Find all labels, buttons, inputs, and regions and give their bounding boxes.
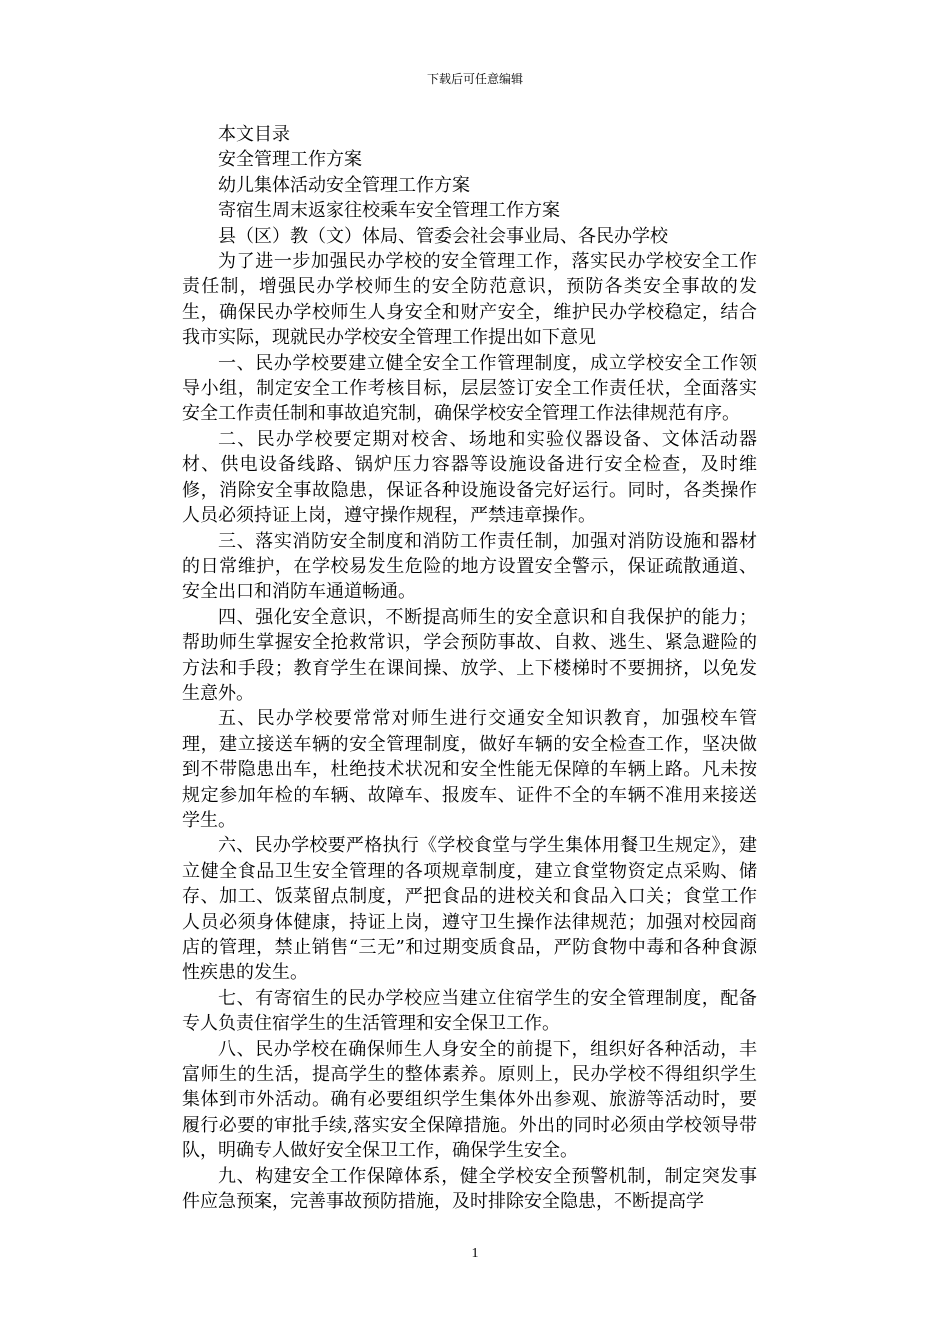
paragraph-2: 二、民办学校要定期对校舍、场地和实验仪器设备、文体活动器材、供电设备线路、锅炉压力容器等设施设备进行安全检查，及时维修，消除安全事故隐患，保证各种设施设备完好运行。同时，各类操作人员必须持证上岗，遵守操作规程，严禁违章操作。: [182, 428, 757, 527]
page-header: 下载后可任意编辑: [426, 72, 523, 86]
paragraph-3: 三、落实消防安全制度和消防工作责任制，加强对消防设施和器材的日常维护，在学校易发生危险的地方设置安全警示，保证疏散通道、安全出口和消防车通道畅通。: [182, 530, 757, 603]
paragraph-1: 一、民办学校要建立健全安全工作管理制度，成立学校安全工作领导小组，制定安全工作考核目标，层层签订安全工作责任状，全面落实安全工作责任制和事故追究制，确保学校安全管理工作法律规范有序。: [182, 352, 757, 425]
intro-paragraph: 为了进一步加强民办学校的安全管理工作，落实民办学校安全工作责任制，增强民办学校师生的安全防范意识，预防各类安全事故的发生，确保民办学校师生人身安全和财产安全，维护民办学校稳定，结合我市实际，现就民办学校安全管理工作提出如下意见: [182, 251, 757, 349]
toc-item: 幼儿集体活动安全管理工作方案: [218, 174, 470, 196]
page-number: 1: [471, 1246, 479, 1261]
paragraph-5: 五、民办学校要常常对师生进行交通安全知识教育，加强校车管理，建立接送车辆的安全管理制度，做好车辆的安全检查工作，坚决做到不带隐患出车，杜绝技术状况和安全性能无保障的车辆上路。凡未按规定参加年检的车辆、故障车、报废车、证件不全的车辆不准用来接送学生。: [182, 708, 757, 831]
paragraph-7: 七、有寄宿生的民办学校应当建立住宿学生的安全管理制度，配备专人负责住宿学生的生活管理和安全保卫工作。: [182, 987, 757, 1035]
paragraph-8: 八、民办学校在确保师生人身安全的前提下，组织好各种活动，丰富师生的生活，提高学生的整体素养。原则上，民办学校不得组织学生集体到市外活动。确有必要组织学生集体外出参观、旅游等活动时，要履行必要的审批手续,落实安全保障措施。外出的同时必须由学校领导带队，明确专人做好安全保卫工作，确保学生安全。: [182, 1038, 757, 1162]
document-body: [182, 122, 757, 1214]
toc-item: 安全管理工作方案: [218, 149, 362, 171]
toc-item: 寄宿生周末返家往校乘车安全管理工作方案: [218, 200, 560, 222]
paragraph-9: 九、构建安全工作保障体系，健全学校安全预警机制，制定突发事件应急预案，完善事故预防措施，及时排除安全隐患，不断提高学: [182, 1165, 757, 1213]
toc-title: 本文目录: [218, 124, 290, 145]
paragraph-4: 四、强化安全意识，不断提高师生的安全意识和自我保护的能力；帮助师生掌握安全抢救常识，学会预防事故、自救、逃生、紧急避险的方法和手段；教育学生在课间操、放学、上下楼梯时不要拥挤，以免发生意外。: [182, 606, 757, 704]
addressee-line: 县（区）教（文）体局、管委会社会事业局、各民办学校: [218, 225, 668, 247]
paragraph-6: 六、民办学校要严格执行《学校食堂与学生集体用餐卫生规定》，建立健全食品卫生安全管理的各项规章制度，建立食堂物资定点采购、储存、加工、饭菜留点制度，严把食品的进校关和食品入口关；食堂工作人员必须身体健康，持证上岗，遵守卫生操作法律规范；加强对校园商店的管理，禁止销售“三无”和过期变质食品，严防食物中毒和各种食源性疾患的发生。: [182, 835, 757, 984]
